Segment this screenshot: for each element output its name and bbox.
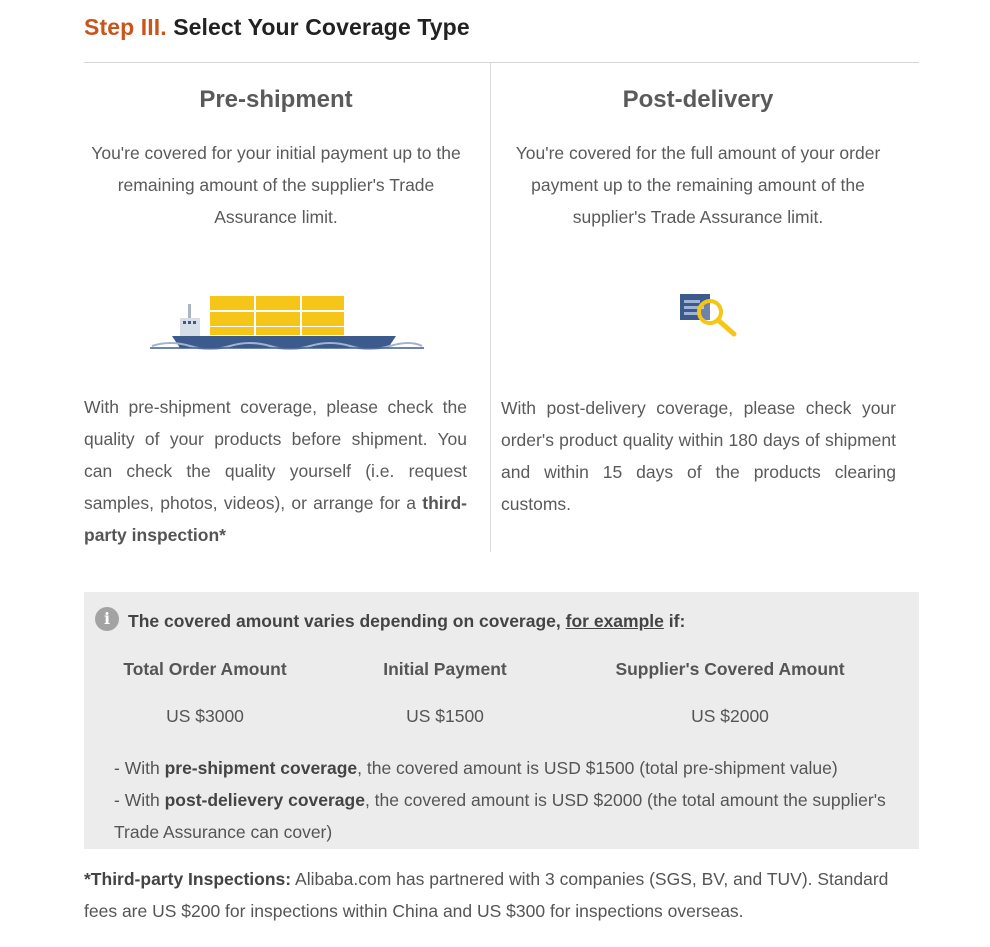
pre-shipment-body [84,391,467,551]
footnote-text: Alibaba.com has partnered with 3 companies (SGS, BV, and TUV). Standard fees are US $200 for inspections within China and US $300 for inspections overseas. [84,869,889,921]
for-example-link[interactable]: for example [565,611,664,631]
column-divider [490,63,491,552]
post-delivery-body: With post-delivery coverage, please check your order's product quality within 180 days of shipment and within 15 days of the products clearing customs. [501,398,896,514]
third-party-inspection-link: third-party inspection* [84,493,467,545]
example-heading-suffix: if: [668,611,686,631]
post-delivery-note [114,784,886,816]
ship-window [193,321,196,324]
container [210,296,254,310]
note-prefix: - With [114,790,160,810]
post-delivery-title: Post-delivery [622,86,774,113]
document-line [684,312,698,315]
container [210,327,254,335]
table-header-total-order: Total Order Amount [123,659,287,679]
container [256,312,300,326]
document-line [684,300,700,303]
note-prefix: - With [114,758,160,778]
ship-hull [172,336,396,348]
note-bold: post-delievery coverage [164,790,365,810]
container [210,312,254,326]
cargo-ship-icon [150,290,425,355]
ship-bridge [180,318,200,336]
section-title [84,14,470,41]
example-heading [128,611,685,632]
table-cell-covered-amount: US $2000 [691,706,769,726]
note-suffix: , the covered amount is USD $1500 (total pre-shipment value) [357,758,838,778]
post-delivery-intro: You're covered for the full amount of your order payment up to the remaining amount of the supplier's Trade Assurance limit. [515,143,881,227]
ship-window [183,321,186,324]
container [302,312,344,326]
pre-shipment-body-text: With pre-shipment coverage, please check the quality of your products before shipment. You can check the quality yourself (i.e. request samples, photos, videos), or arrange for a [84,397,467,513]
container [256,296,300,310]
footnote [84,863,919,927]
container [256,327,300,335]
pre-shipment-intro: You're covered for your initial payment up to the remaining amount of the supplier's Trade Assurance limit. [91,143,461,227]
footnote-label: *Third-party Inspections: [84,869,292,889]
ship-window [188,321,191,324]
title-divider [84,62,919,63]
magnifier-handle [718,320,734,334]
pre-shipment-note [114,752,838,784]
table-header-initial-payment: Initial Payment [383,659,507,679]
pre-shipment-title: Pre-shipment [199,86,353,113]
example-heading-text: The covered amount varies depending on coverage, [128,611,561,631]
table-cell-initial-payment: US $1500 [406,706,484,726]
note-suffix: , the covered amount is USD $2000 (the total amount the supplier's [364,790,886,810]
post-delivery-note-continued: Trade Assurance can cover) [114,822,333,842]
container [302,296,344,310]
step-number: Step III. [84,14,167,40]
info-icon: i [95,607,119,631]
document-magnifier-icon [676,290,742,340]
container [302,327,344,335]
step-title-text: Select Your Coverage Type [173,14,470,40]
table-cell-total-order: US $3000 [166,706,244,726]
ship-mast [188,304,191,318]
note-bold: pre-shipment coverage [164,758,358,778]
table-header-covered-amount: Supplier's Covered Amount [615,659,845,679]
